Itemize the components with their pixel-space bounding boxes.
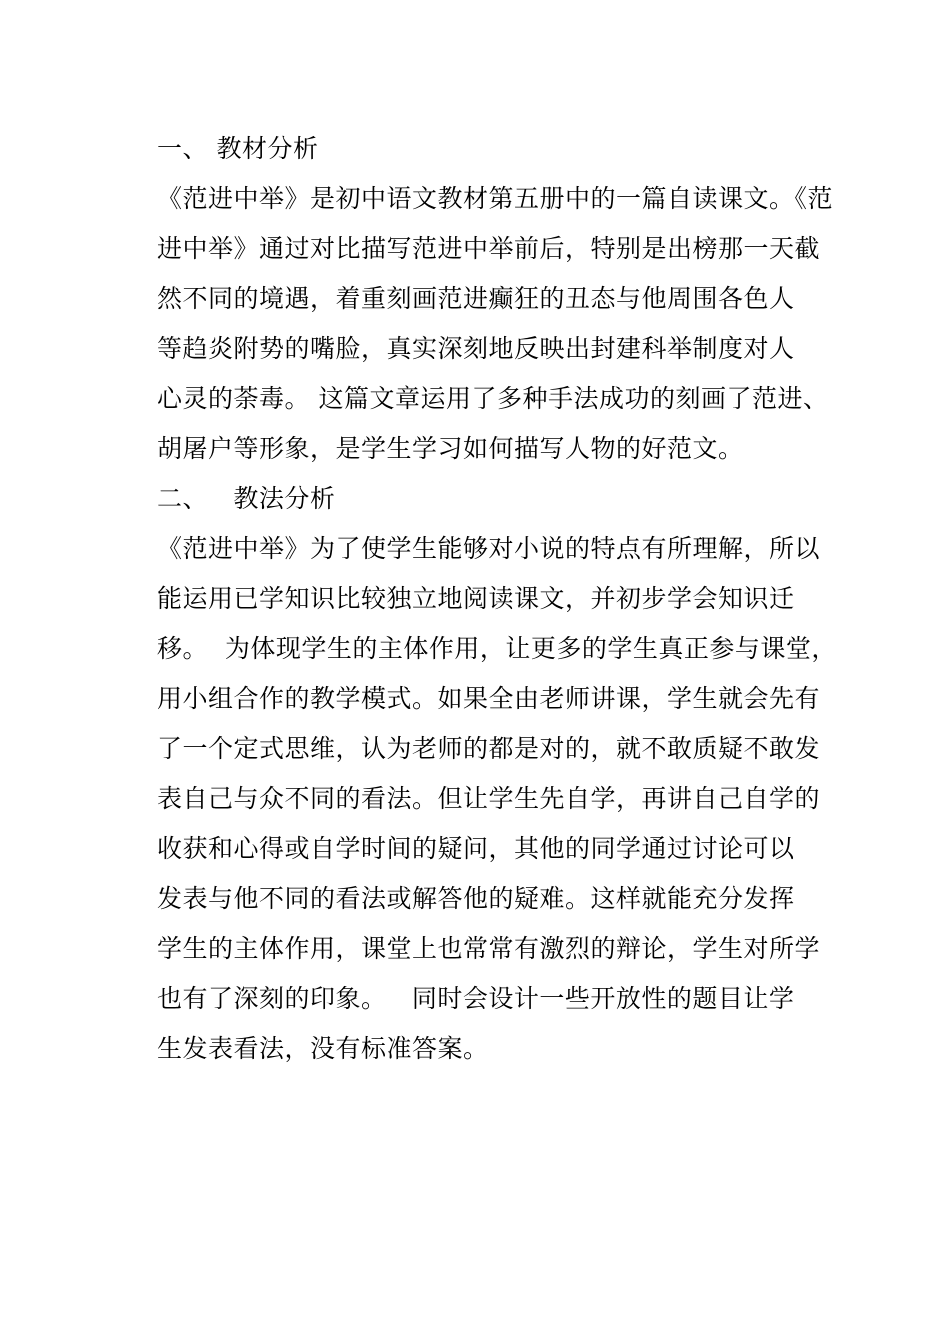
heading-teaching-method-analysis: 二、 教法分析 [157,484,336,513]
paragraph-line: 然不同的境遇，着重刻画范进癫狂的丑态与他周围各色人 [157,284,795,313]
paragraph-line: 学生的主体作用，课堂上也常常有激烈的辩论，学生对所学 [157,934,821,963]
paragraph-line: 能运用已学知识比较独立地阅读课文，并初步学会知识迁 [157,584,795,613]
document-body [157,124,837,1074]
paragraph-line: 胡屠户等形象，是学生学习如何描写人物的好范文。 [157,434,744,463]
heading-textbook-analysis: 一、 教材分析 [157,134,319,163]
paragraph-line: 也有了深刻的印象。 同时会设计一些开放性的题目让学 [157,984,795,1013]
paragraph-line: 了一个定式思维，认为老师的都是对的，就不敢质疑不敢发 [157,734,821,763]
paragraph-line: 移。 为体现学生的主体作用，让更多的学生真正参与课堂， [157,634,837,663]
paragraph-line: 《范进中举》为了使学生能够对小说的特点有所理解，所以 [157,534,821,563]
paragraph-line: 收获和心得或自学时间的疑问，其他的同学通过讨论可以 [157,834,795,863]
paragraph-line: 发表与他不同的看法或解答他的疑难。这样就能充分发挥 [157,884,795,913]
paragraph-line: 心灵的荼毒。 这篇文章运用了多种手法成功的刻画了范进、 [157,384,829,413]
paragraph-line: 生发表看法，没有标准答案。 [157,1034,489,1063]
paragraph-line: 等趋炎附势的嘴脸，真实深刻地反映出封建科举制度对人 [157,334,795,363]
paragraph-line: 用小组合作的教学模式。如果全由老师讲课，学生就会先有 [157,684,821,713]
paragraph-line: 表自己与众不同的看法。但让学生先自学，再讲自己自学的 [157,784,821,813]
paragraph-line: 《范进中举》是初中语文教材第五册中的一篇自读课文。《范 [157,184,834,213]
paragraph-line: 进中举》通过对比描写范进中举前后，特别是出榜那一天截 [157,234,821,263]
